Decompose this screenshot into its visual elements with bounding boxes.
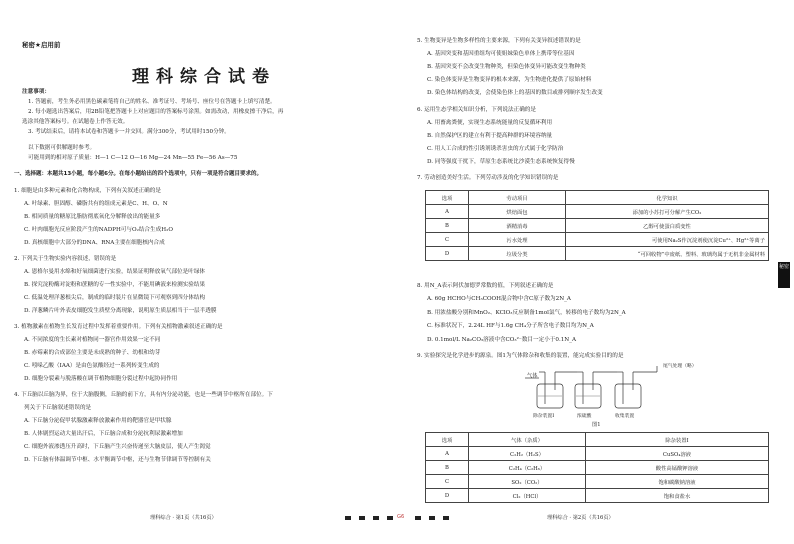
option: D. 染色体结构的改变，会使染色体上的基因的数目或排列顺序发生改变 [427, 90, 603, 96]
option: C. 叶肉细胞光反应阶段产生的NADPH可与O₂结合生成H₂O [24, 227, 173, 233]
tail-gas-label: 尾气处理（略） [663, 364, 697, 369]
option: D. 细胞分裂素与脱落酸在调节植物细胞分裂过程中起协同作用 [24, 376, 178, 382]
question-stem: 4. 下丘脑以丘脑为界，位于大脑腹侧，丘脑的前下方，具有内分泌功能，也是一些调节中枢所在部位。下 [14, 392, 273, 398]
notes-item: 选涂其他答案标号。在试题卷上作答无效。 [22, 119, 129, 125]
gas-label: 气体 [527, 373, 538, 379]
table-header: 除杂装置Ⅰ [586, 433, 769, 447]
table-cell: CuSO₄溶液 [586, 447, 769, 461]
table-row [426, 247, 769, 261]
table-cell: 饱和食盐水 [586, 489, 769, 503]
question-stem-cont: 列关于下丘脑叙述错误的是 [24, 405, 92, 411]
option: A. 60g HCHO与CH₃COOH混合物中含C原子数为2N_A [427, 296, 571, 302]
binding-mark [415, 516, 421, 520]
right-page [397, 0, 794, 544]
option: D. 洋葱鳞片叶外表皮细胞发生质壁分离现象，说明原生质层相当于一层半透膜 [24, 308, 217, 314]
data-note: 以下数据可供解题时参考。 [28, 145, 96, 151]
table-cell: C₂H₂（H₂S） [469, 447, 586, 461]
option: D. 真核细胞中大部分的DNA、RNA主要在细胞核内合成 [24, 240, 165, 246]
footer-right: 理科综合 · 第2页（共16页） [547, 515, 614, 521]
table-header: 劳动项目 [469, 191, 566, 205]
notes-heading: 注意事项： [22, 89, 50, 95]
table-cell: 垃圾分类 [469, 247, 566, 261]
option: B. 相同质量的糖原比脂肪彻底氧化分解释放出的能量多 [24, 214, 161, 220]
side-tab: 秘密 [778, 262, 790, 288]
question-stem: 8. 用N_A表示阿伏加德罗常数的值，下列叙述正确的是 [417, 283, 554, 289]
option: B. 人体剧烈运动大量出汗后，下丘脑合成和分泌抗利尿激素增加 [24, 431, 183, 437]
option: C. 细胞外液渗透压升高时，下丘脑产生兴奋传递至大脑皮层，使人产生渴觉 [24, 444, 211, 450]
option: B. 用浓盐酸分别和MnO₂、KClO₃反应制备1mol氯气，转移的电子数均为2N_A [427, 310, 626, 316]
binding-mark [443, 516, 449, 520]
table-cell: SO₂（CO₂） [469, 475, 586, 489]
table-row [426, 447, 769, 461]
table-cell: Cl₂（HCl） [469, 489, 586, 503]
apparatus-label: 除杂装置Ⅰ [533, 414, 555, 419]
option: B. 赤霉素的合成部位主要是未成熟的种子、幼根和幼芽 [24, 350, 161, 356]
notes-item: 1. 答题前，考生务必用黑色碳素笔将自己的姓名、准考证号、考场号、座位号在答题卡上填写清楚。 [28, 99, 276, 105]
table-row [426, 233, 769, 247]
table-row [426, 461, 769, 475]
table-cell: A [426, 447, 469, 461]
option: A. 用畜禽粪便，实现生态系统能量的反复循环利用 [427, 120, 553, 126]
question-stem: 2. 下列关于生物实验内容叙述，错误的是 [14, 256, 117, 262]
table-cell: 乙醇可使蛋白质变性 [566, 219, 769, 233]
table-header-row [426, 191, 769, 205]
question-stem: 1. 细胞是由多种元素和化合物构成，下列有关叙述正确的是 [14, 188, 161, 194]
option: C. 低温处理洋葱根尖后，制成的临时装片在显微镜下可观察到四分体结构 [24, 295, 206, 301]
table-cell: A [426, 205, 469, 219]
table-cell: C [426, 475, 469, 489]
table-cell: B [426, 461, 469, 475]
binding-mark [359, 516, 365, 520]
option: B. 自然保护区的建立有利于提高种群的环境容纳量 [427, 133, 553, 139]
page-title: 理科综合试卷 [132, 67, 276, 87]
table-cell: D [426, 489, 469, 503]
option: D. 下丘脑有体温调节中枢、水平衡调节中枢，还与生物节律调节等控制有关 [24, 457, 211, 463]
table-row [426, 219, 769, 233]
table-header: 选项 [426, 433, 469, 447]
option: C. 标准状况下，2.24L HF与1.6g CH₄分子所含电子数目均为N_A [427, 323, 594, 329]
table-q7 [425, 190, 769, 261]
apparatus-label: 收集装置 [615, 414, 635, 419]
option: B. 基因突变不会改变生物种类，但染色体变异可能改变生物种类 [427, 64, 586, 70]
section-heading: 一、选择题：本题共13小题，每小题6分。在每小题给出的四个选项中，只有一项是符合题目要求的。 [14, 171, 262, 177]
binding-mark [387, 516, 393, 520]
question-stem: 7. 劳动创造美好生活。下列劳动涉及的化学知识错误的是 [417, 175, 559, 181]
table-cell: 饱和碳酸钠溶液 [586, 475, 769, 489]
table-cell: D [426, 247, 469, 261]
table-cell: 添加的小苏打可分解产生CO₂ [566, 205, 769, 219]
footer-left: 理科综合 · 第1页（共16页） [150, 515, 217, 521]
option: C. 吲哚乙酸（IAA）是由色氨酸经过一系列转变生成的 [24, 363, 160, 369]
atomic-mass-line: 可能用到的相对原子质量：H—1 C—12 O—16 Mg—24 Mn—55 Fe—56 As—75 [28, 155, 238, 161]
binding-mark [429, 516, 435, 520]
table-cell: 污水处理 [469, 233, 566, 247]
question-stem: 3. 植物激素在植物生长发育过程中发挥着重要作用。下列有关植物激素叙述正确的是 [14, 324, 223, 330]
secret-tag: 秘密★启用前 [22, 41, 61, 49]
option: B. 探究淀粉酶对淀粉和蔗糖的专一性实验中，不能用碘液来检测实验结果 [24, 282, 206, 288]
table-cell: 酒精消毒 [469, 219, 566, 233]
table-cell: “可回收物”中废纸、塑料、玻璃均属于无机非金属材料 [566, 247, 769, 261]
option: D. 0.1mol/L Na₂CO₃溶液中含CO₃²⁻数目一定小于0.1N_A [427, 337, 577, 343]
binding-mark [373, 516, 379, 520]
option: C. 染色体变异是生物变异的根本来源，为生物进化提供了原始材料 [427, 77, 592, 83]
table-header: 选项 [426, 191, 469, 205]
table-row [426, 205, 769, 219]
table-header-row [426, 433, 769, 447]
figure-caption: 图1 [592, 422, 601, 428]
question-stem: 9. 实验探究是化学进步的源泉。图1为气体除杂和收集的装置，能完成实验目的的是 [417, 353, 624, 359]
binding-mark [345, 516, 351, 520]
question-stem: 5. 生物变异是生物多样性的主要来源，下列有关变异叙述错误的是 [417, 38, 581, 44]
notes-item: 3. 考试结束后，请将本试卷和答题卡一并交回。满分300分，考试用时150分钟。 [28, 129, 230, 135]
notes-item: 2. 每小题选出答案后，用2B铅笔把答题卡上对应题目的答案标号涂黑。如需改动，用橡皮擦干净后，再 [28, 109, 284, 115]
question-stem: 6. 运用生态学相关知识分析，下列说法正确的是 [417, 107, 536, 113]
table-row [426, 475, 769, 489]
table-cell: 可使用Na₂S作沉淀剂使沉淀Cu²⁺、Hg²⁺等离子 [566, 233, 769, 247]
option: D. 同等强度干扰下，草原生态系统比沙漠生态系统恢复得慢 [427, 159, 575, 165]
option: A. 恩格尔曼用水绵和好氧细菌进行实验，结果证明释放氧气部位是叶绿体 [24, 269, 206, 275]
table-cell: 烘焙面包 [469, 205, 566, 219]
table-header: 气体（杂质） [469, 433, 586, 447]
table-cell: C [426, 233, 469, 247]
binding-marks [345, 515, 455, 523]
table-cell: B [426, 219, 469, 233]
table-q9 [425, 432, 769, 503]
option: C. 用人工合成的性引诱剂诱杀害虫的方式属于化学防治 [427, 146, 564, 152]
option: A. 叶绿素、胆固醇、磷脂共有的组成元素是C、H、O、N [24, 201, 168, 207]
center-code: G6 [397, 514, 405, 520]
table-cell: C₂H₄（C₂H₆） [469, 461, 586, 475]
apparatus-label: 浓硫酸 [577, 414, 592, 419]
table-header: 化学知识 [566, 191, 769, 205]
table-cell: 酸性高锰酸钾溶液 [586, 461, 769, 475]
table-row [426, 489, 769, 503]
option: A. 下丘脑分泌促甲状腺激素释放激素作用的靶器官是甲状腺 [24, 418, 172, 424]
option: A. 基因突变和基因重组均可使姐妹染色单体上携带等位基因 [427, 51, 575, 57]
option: A. 不同浓度的生长素对植物同一器官作用效果一定不同 [24, 337, 161, 343]
